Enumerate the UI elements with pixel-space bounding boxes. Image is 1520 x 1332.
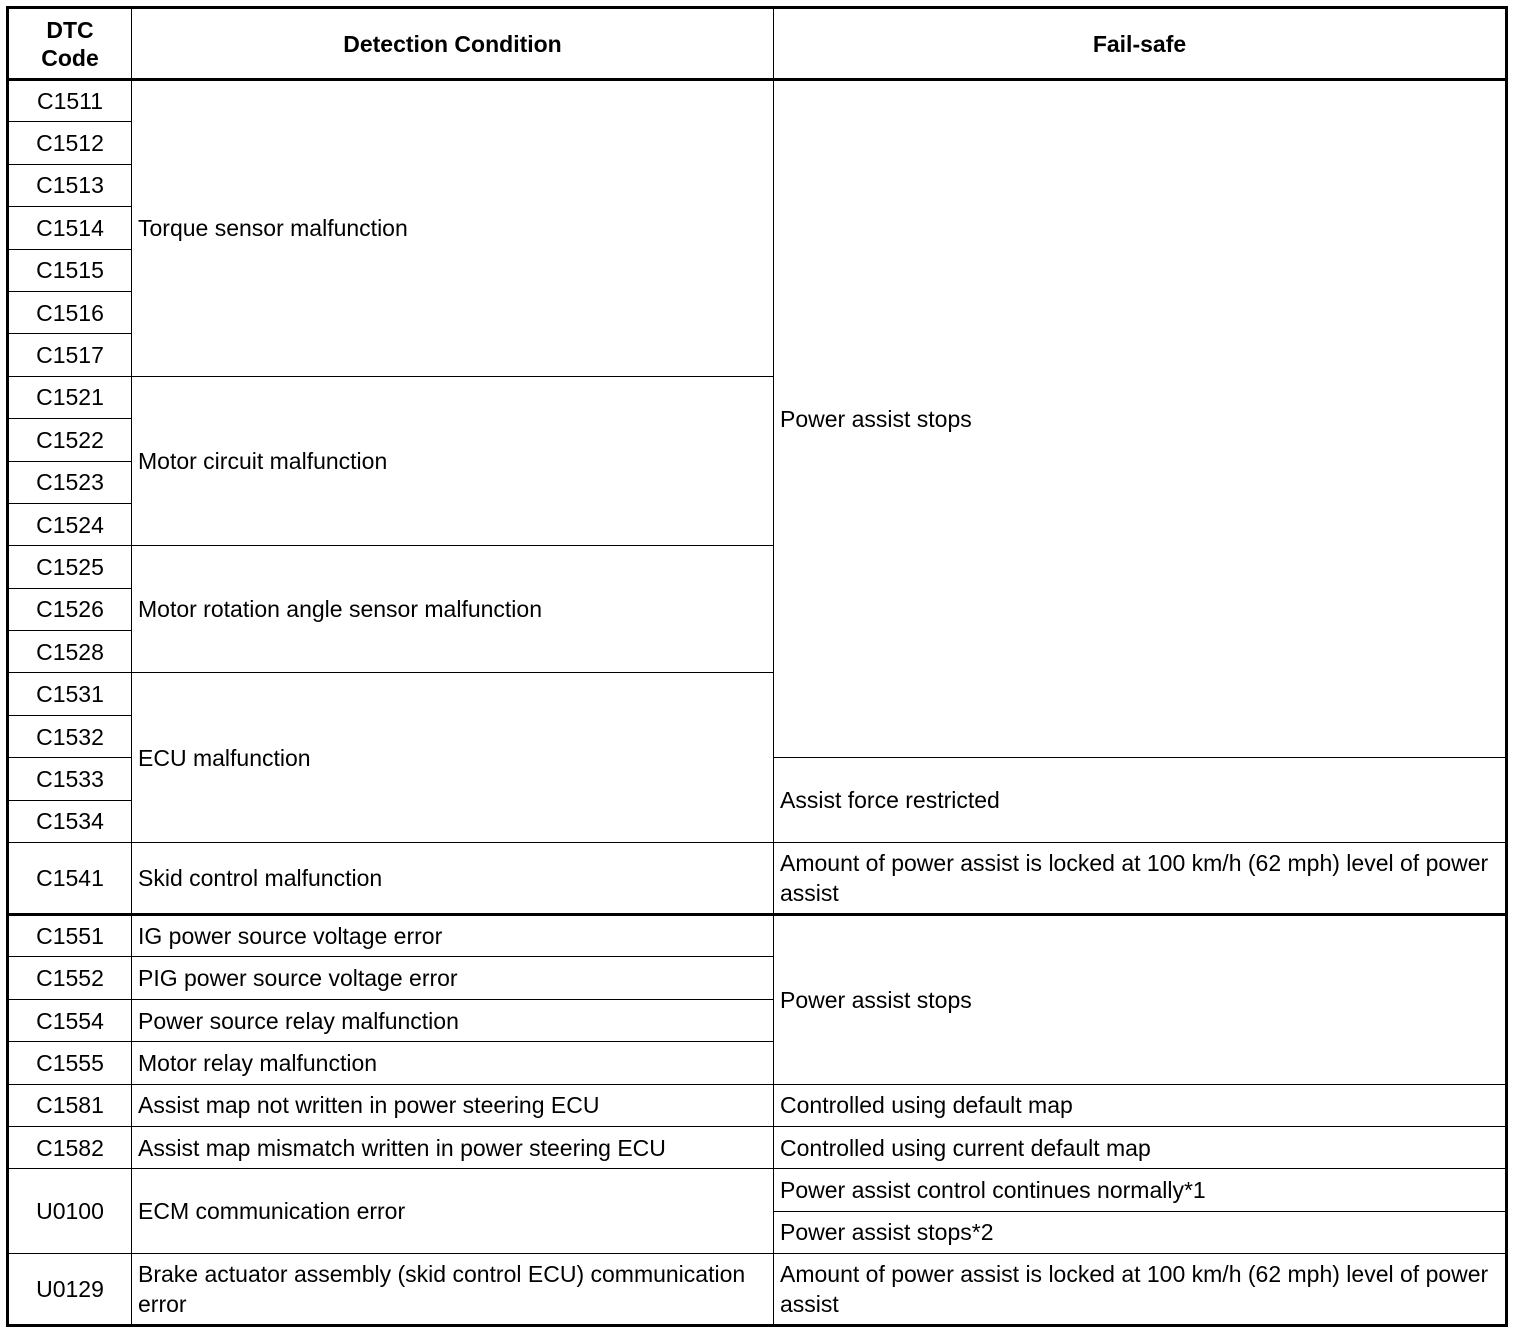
dtc-code-cell: C1551 [8,915,132,957]
failsafe-cell: Assist force restricted [774,758,1507,843]
table-row [8,1126,1507,1168]
failsafe-cell: Power assist stops [774,80,1507,758]
dtc-code-cell: C1581 [8,1084,132,1126]
dtc-code-cell: C1528 [8,631,132,673]
table-row [8,80,1507,122]
dtc-code-cell: U0100 [8,1169,132,1254]
dtc-code-cell: C1541 [8,843,132,915]
condition-cell: Motor rotation angle sensor malfunction [132,546,774,673]
condition-cell: IG power source voltage error [132,915,774,957]
dtc-code-cell: U0129 [8,1254,132,1326]
dtc-code-cell: C1531 [8,673,132,715]
header-row [8,8,1507,80]
condition-cell: Assist map mismatch written in power steering ECU [132,1126,774,1168]
table-row [8,843,1507,915]
dtc-table [6,6,1508,1327]
dtc-code-cell: C1513 [8,164,132,206]
dtc-code-cell: C1514 [8,207,132,249]
failsafe-cell: Controlled using current default map [774,1126,1507,1168]
condition-cell: Power source relay malfunction [132,999,774,1041]
dtc-code-cell: C1511 [8,80,132,122]
failsafe-cell: Amount of power assist is locked at 100 km/h (62 mph) level of power assist [774,843,1507,915]
table-row [8,1084,1507,1126]
condition-cell: ECU malfunction [132,673,774,843]
table-row [8,1254,1507,1326]
failsafe-cell: Amount of power assist is locked at 100 km/h (62 mph) level of power assist [774,1254,1507,1326]
dtc-code-cell: C1512 [8,122,132,164]
failsafe-cell: Power assist stops [774,915,1507,1085]
dtc-code-cell: C1521 [8,376,132,418]
condition-cell: Torque sensor malfunction [132,80,774,377]
dtc-code-cell: C1524 [8,503,132,545]
dtc-code-cell: C1516 [8,291,132,333]
dtc-code-cell: C1534 [8,800,132,842]
failsafe-cell: Controlled using default map [774,1084,1507,1126]
header-fail-safe: Fail-safe [774,8,1507,80]
dtc-code-cell: C1517 [8,334,132,376]
failsafe-cell: Power assist stops*2 [774,1211,1507,1253]
table-row [8,1169,1507,1211]
condition-cell: ECM communication error [132,1169,774,1254]
failsafe-cell: Power assist control continues normally*1 [774,1169,1507,1211]
dtc-code-cell: C1523 [8,461,132,503]
condition-cell: PIG power source voltage error [132,957,774,999]
dtc-code-cell: C1552 [8,957,132,999]
dtc-code-cell: C1554 [8,999,132,1041]
dtc-code-cell: C1515 [8,249,132,291]
dtc-code-cell: C1582 [8,1126,132,1168]
header-detection-condition: Detection Condition [132,8,774,80]
dtc-code-cell: C1526 [8,588,132,630]
dtc-code-cell: C1555 [8,1042,132,1084]
header-dtc-code: DTC Code [8,8,132,80]
condition-cell: Brake actuator assembly (skid control ECU) communication error [132,1254,774,1326]
dtc-code-cell: C1533 [8,758,132,800]
dtc-code-cell: C1532 [8,715,132,757]
condition-cell: Skid control malfunction [132,843,774,915]
dtc-code-cell: C1525 [8,546,132,588]
table-row [8,915,1507,957]
dtc-code-cell: C1522 [8,419,132,461]
condition-cell: Motor circuit malfunction [132,376,774,546]
condition-cell: Assist map not written in power steering ECU [132,1084,774,1126]
condition-cell: Motor relay malfunction [132,1042,774,1084]
